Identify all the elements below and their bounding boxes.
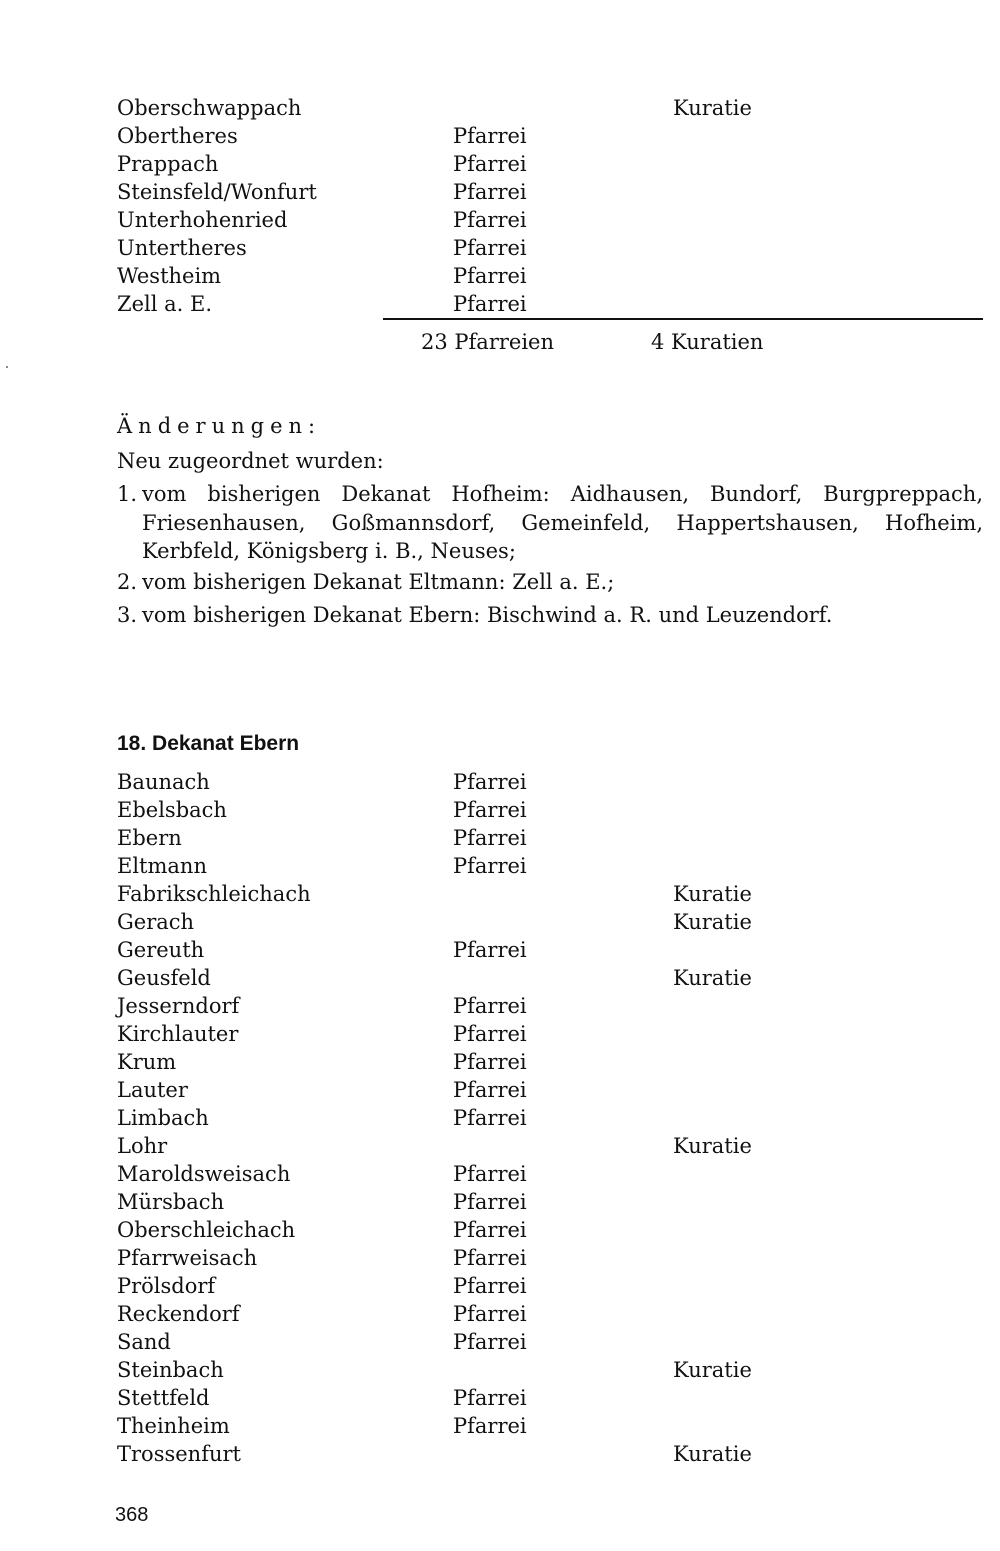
parish-name: Untertheres (117, 236, 247, 260)
pfarrei-mark: Pfarrei (453, 1078, 527, 1102)
change-number: 2. (117, 570, 138, 594)
list-item (117, 1048, 977, 1076)
list-item (117, 1412, 977, 1440)
pfarrei-mark: Pfarrei (453, 180, 527, 204)
pfarrei-mark: Pfarrei (453, 1274, 527, 1298)
list-item (117, 1104, 977, 1132)
parish-name: Ebelsbach (117, 798, 227, 822)
change-number: 3. (117, 603, 138, 627)
pfarrei-mark: Pfarrei (453, 1022, 527, 1046)
list-item (117, 290, 977, 318)
pfarrei-mark: Pfarrei (453, 770, 527, 794)
parish-name: Gereuth (117, 938, 205, 962)
pfarrei-mark: Pfarrei (453, 826, 527, 850)
list-item (117, 1216, 977, 1244)
kuratie-mark: Kuratie (673, 882, 752, 906)
change-text: vom bisherigen Dekanat Eltmann: Zell a. E.; (142, 570, 615, 594)
pfarrei-mark: Pfarrei (453, 1218, 527, 1242)
parish-name: Oberschwappach (117, 96, 302, 120)
pfarrei-mark: Pfarrei (453, 1302, 527, 1326)
parish-name: Limbach (117, 1106, 209, 1130)
list-item (117, 94, 977, 122)
pfarrei-mark: Pfarrei (453, 1414, 527, 1438)
parish-name: Prappach (117, 152, 219, 176)
kuratie-mark: Kuratie (673, 96, 752, 120)
pfarrei-mark: Pfarrei (453, 994, 527, 1018)
list-item (117, 880, 977, 908)
parish-name: Baunach (117, 770, 210, 794)
parish-name: Geusfeld (117, 966, 211, 990)
list-item (117, 1300, 977, 1328)
parish-name: Trossenfurt (117, 1442, 241, 1466)
parish-name: Lohr (117, 1134, 168, 1158)
parish-name: Maroldsweisach (117, 1162, 291, 1186)
pfarrei-mark: Pfarrei (453, 854, 527, 878)
change-item (117, 568, 983, 597)
total-kuratien: 4 Kuratien (651, 330, 764, 354)
parish-name: Eltmann (117, 854, 207, 878)
kuratie-mark: Kuratie (673, 1358, 752, 1382)
pfarrei-mark: Pfarrei (453, 1106, 527, 1130)
list-item (117, 1440, 977, 1468)
change-item (117, 601, 983, 630)
list-item (117, 1384, 977, 1412)
pfarrei-mark: Pfarrei (453, 938, 527, 962)
scan-speck (6, 366, 8, 368)
list-item (117, 1160, 977, 1188)
list-item (117, 178, 977, 206)
kuratie-mark: Kuratie (673, 910, 752, 934)
parish-name: Obertheres (117, 124, 238, 148)
list-item (117, 234, 977, 262)
list-item (117, 1328, 977, 1356)
list-item (117, 1244, 977, 1272)
parish-name: Theinheim (117, 1414, 230, 1438)
parish-name: Gerach (117, 910, 195, 934)
list-item (117, 122, 977, 150)
section-title: 18. Dekanat Ebern (117, 732, 300, 755)
list-item (117, 936, 977, 964)
list-item (117, 964, 977, 992)
pfarrei-mark: Pfarrei (453, 1246, 527, 1270)
list-item (117, 1272, 977, 1300)
parish-name: Steinsfeld/Wonfurt (117, 180, 317, 204)
parish-name: Westheim (117, 264, 222, 288)
change-number: 1. (117, 482, 138, 506)
parish-name: Sand (117, 1330, 171, 1354)
pfarrei-mark: Pfarrei (453, 798, 527, 822)
changes-intro: Neu zugeordnet wurden: (117, 449, 384, 473)
page-number: 368 (115, 1504, 149, 1526)
parish-name: Ebern (117, 826, 182, 850)
parish-name: Pfarrweisach (117, 1246, 258, 1270)
pfarrei-mark: Pfarrei (453, 1386, 527, 1410)
kuratie-mark: Kuratie (673, 966, 752, 990)
totals-divider (383, 318, 983, 320)
list-item (117, 1132, 977, 1160)
parish-name: Jesserndorf (117, 994, 240, 1018)
list-item (117, 262, 977, 290)
pfarrei-mark: Pfarrei (453, 1190, 527, 1214)
list-item (117, 150, 977, 178)
parish-name: Zell a. E. (117, 292, 213, 316)
pfarrei-mark: Pfarrei (453, 208, 527, 232)
parish-name: Fabrikschleichach (117, 882, 311, 906)
kuratie-mark: Kuratie (673, 1442, 752, 1466)
change-item (117, 480, 983, 566)
changes-heading: Änderungen: (117, 414, 322, 438)
parish-name: Oberschleichach (117, 1218, 296, 1242)
list-item (117, 1020, 977, 1048)
list-item (117, 1188, 977, 1216)
parish-name: Krum (117, 1050, 177, 1074)
pfarrei-mark: Pfarrei (453, 1330, 527, 1354)
pfarrei-mark: Pfarrei (453, 1162, 527, 1186)
parish-name: Prölsdorf (117, 1274, 216, 1298)
list-item (117, 1356, 977, 1384)
list-item (117, 992, 977, 1020)
parish-name: Kirchlauter (117, 1022, 239, 1046)
kuratie-mark: Kuratie (673, 1134, 752, 1158)
pfarrei-mark: Pfarrei (453, 152, 527, 176)
pfarrei-mark: Pfarrei (453, 1050, 527, 1074)
list-item (117, 206, 977, 234)
parish-name: Lauter (117, 1078, 188, 1102)
list-item (117, 796, 977, 824)
pfarrei-mark: Pfarrei (453, 264, 527, 288)
list-item (117, 768, 977, 796)
change-text: vom bisherigen Dekanat Hofheim: Aidhausen, Bundorf, Burgpreppach, Friesenhausen, Goßmannsdorf, Gemeinfeld, Happertshausen, Hofheim, Kerbfeld, Königsberg i. B., Neuses; (142, 482, 983, 563)
list-item (117, 908, 977, 936)
list-item (117, 1076, 977, 1104)
parish-name: Mürsbach (117, 1190, 225, 1214)
pfarrei-mark: Pfarrei (453, 124, 527, 148)
pfarrei-mark: Pfarrei (453, 236, 527, 260)
parish-name: Steinbach (117, 1358, 224, 1382)
pfarrei-mark: Pfarrei (453, 292, 527, 316)
parish-name: Reckendorf (117, 1302, 240, 1326)
total-pfarreien: 23 Pfarreien (421, 330, 554, 354)
change-text: vom bisherigen Dekanat Ebern: Bischwind a. R. und Leuzendorf. (142, 603, 833, 627)
parish-name: Stettfeld (117, 1386, 210, 1410)
parish-name: Unterhohenried (117, 208, 288, 232)
list-item (117, 824, 977, 852)
list-item (117, 852, 977, 880)
